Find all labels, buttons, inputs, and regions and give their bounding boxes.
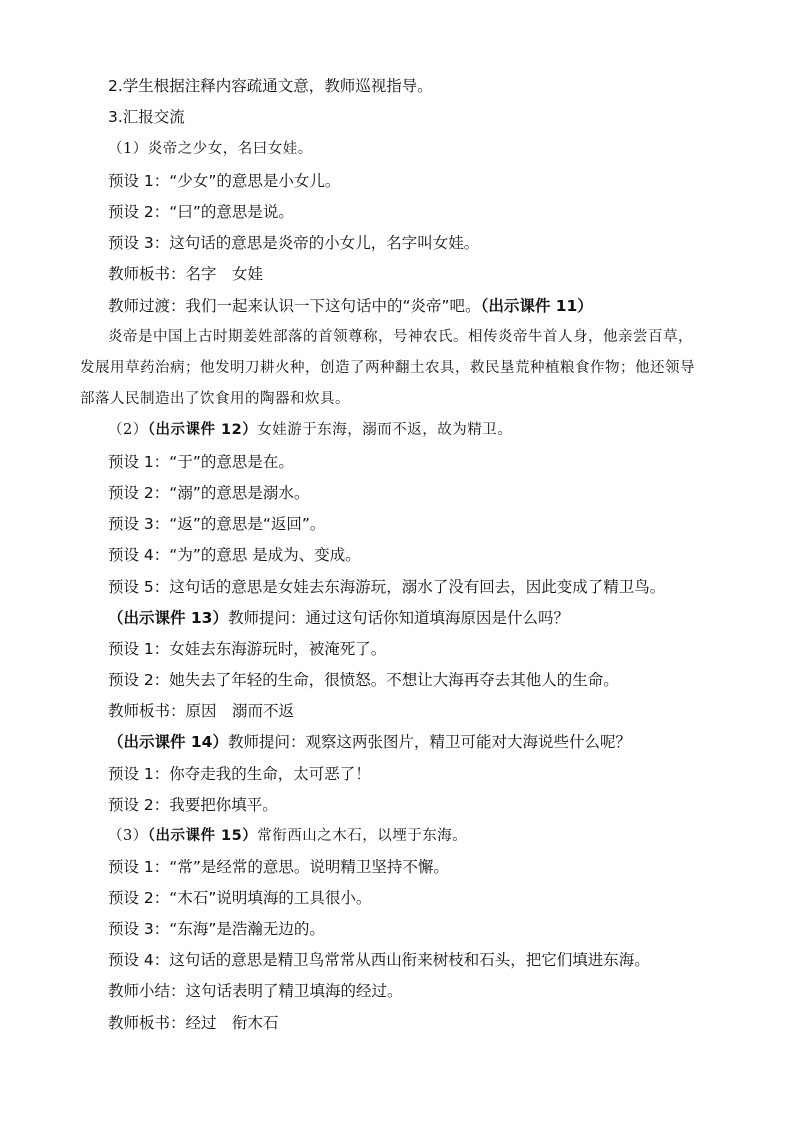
preset-line: 预设 1：“少女”的意思是小女儿。 [108,172,341,190]
courseware-tag: （出示课件 11） [480,297,593,315]
courseware-tag: （出示课件 13） [108,609,228,627]
courseware-tag: （出示课件 15） [147,828,258,844]
preset-line: 预设 1：女娃去东海游玩时，被淹死了。 [108,640,387,658]
sentence-number: （3） [108,828,148,844]
sentence-number: （2） [108,422,148,438]
preset-line: 预设 1：“于”的意思是在。 [108,453,294,471]
preset-line: 预设 4：这句话的意思是精卫鸟常常从西山衔来树枝和石头，把它们填进东海。 [108,951,650,969]
question-text: 教师提问：通过这句话你知道填海原因是什么吗？ [227,609,569,627]
preset-line: 预设 4：“为”的意思 是成为、变成。 [108,546,361,564]
preset-line: 预设 2：“曰”的意思是说。 [108,203,294,221]
question-text: 教师提问：观察这两张图片，精卫可能对大海说些什么呢？ [227,733,631,751]
preset-line: 预设 2：我要把你填平。 [108,796,278,814]
info-paragraph-line: 部落人民制造出了饮食用的陶器和炊具。 [80,391,350,407]
step-2-text: 2.学生根据注释内容疏通文意，教师巡视指导。 [108,77,433,95]
classical-sentence-2 [108,420,512,440]
step-3-heading: 3.汇报交流 [108,108,185,126]
preset-line: 预设 1：“常”是经常的意思。说明精卫坚持不懈。 [108,858,449,876]
preset-line: 预设 2：“木石”说明填海的工具很小。 [108,889,372,907]
preset-line: 预设 5：这句话的意思是女娃去东海游玩，溺水了没有回去，因此变成了精卫鸟。 [108,578,666,596]
blackboard-note: 教师板书：原因 溺而不返 [108,702,295,720]
preset-line: 预设 3：“东海”是浩瀚无边的。 [108,920,325,938]
preset-line: 预设 1：你夺走我的生命，太可恶了！ [108,765,371,783]
preset-line: 预设 2：“溺”的意思是溺水。 [108,484,310,502]
transition-text: 教师过渡：我们一起来认识一下这句话中的“炎帝”吧。 [108,297,481,315]
sentence-text: 女娃游于东海，溺而不返，故为精卫。 [257,422,513,438]
preset-line: 预设 2：她失去了年轻的生命，很愤怒。不想让大海再夺去其他人的生命。 [108,671,619,689]
classical-sentence-1: （1）炎帝之少女，名曰女娃。 [108,141,313,157]
teacher-question [108,732,631,752]
preset-line: 预设 3：“返”的意思是“返回”。 [108,515,326,533]
blackboard-note: 教师板书：名字 女娃 [108,265,264,283]
info-paragraph-line: 炎帝是中国上古时期姜姓部落的首领尊称，号神农氏。相传炎帝牛首人身，他亲尝百草， [108,329,693,345]
preset-line: 预设 3：这句话的意思是炎帝的小女儿，名字叫女娃。 [108,234,480,252]
courseware-tag: （出示课件 12） [147,422,258,438]
courseware-tag: （出示课件 14） [108,733,228,751]
blackboard-note: 教师板书：经过 衔木石 [108,1014,279,1032]
classical-sentence-3 [108,826,467,846]
teacher-question [108,608,569,628]
teacher-transition [108,296,593,316]
teacher-summary: 教师小结：这句话表明了精卫填海的经过。 [108,982,403,1000]
info-paragraph-line: 发展用草药治病；他发明刀耕火种，创造了两种翻土农具，救民垦荒种植粮食作物；他还领导 [80,360,695,376]
sentence-text: 常衔西山之木石，以堙于东海。 [257,828,468,844]
